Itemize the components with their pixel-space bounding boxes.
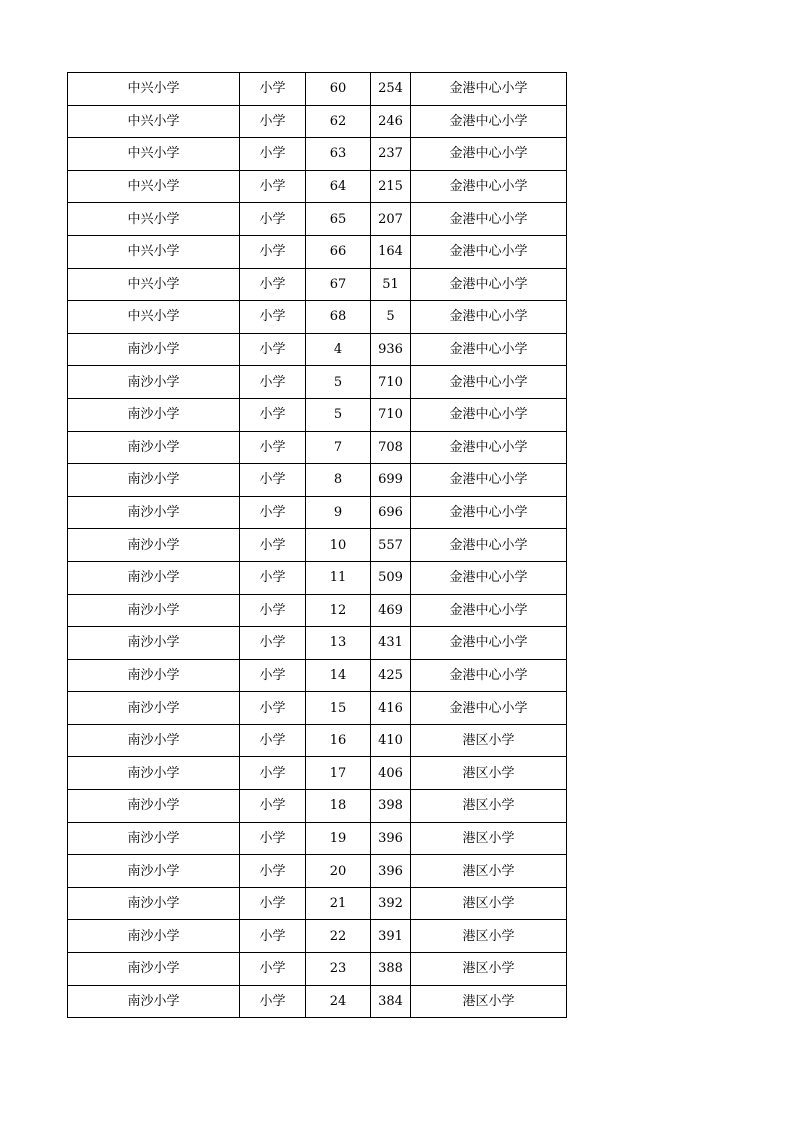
school-name-cell: 南沙小学 bbox=[68, 757, 240, 790]
school-type-cell: 小学 bbox=[240, 464, 306, 497]
score-cell: 237 bbox=[371, 138, 411, 171]
table-row bbox=[68, 887, 567, 920]
school-name-cell: 南沙小学 bbox=[68, 659, 240, 692]
assigned-school-cell: 金港中心小学 bbox=[411, 105, 567, 138]
assigned-school-cell: 金港中心小学 bbox=[411, 138, 567, 171]
school-type-cell: 小学 bbox=[240, 398, 306, 431]
rank-cell: 23 bbox=[306, 953, 371, 986]
rank-cell: 24 bbox=[306, 985, 371, 1018]
school-name-cell: 南沙小学 bbox=[68, 985, 240, 1018]
table-row bbox=[68, 757, 567, 790]
school-type-cell: 小学 bbox=[240, 692, 306, 725]
table-row bbox=[68, 529, 567, 562]
school-type-cell: 小学 bbox=[240, 920, 306, 953]
table-row bbox=[68, 398, 567, 431]
table-row bbox=[68, 953, 567, 986]
score-cell: 431 bbox=[371, 627, 411, 660]
school-type-cell: 小学 bbox=[240, 855, 306, 888]
table-row bbox=[68, 301, 567, 334]
score-cell: 710 bbox=[371, 398, 411, 431]
table-row bbox=[68, 627, 567, 660]
school-name-cell: 南沙小学 bbox=[68, 822, 240, 855]
school-name-cell: 中兴小学 bbox=[68, 138, 240, 171]
table-row bbox=[68, 366, 567, 399]
score-cell: 509 bbox=[371, 561, 411, 594]
school-type-cell: 小学 bbox=[240, 659, 306, 692]
score-cell: 699 bbox=[371, 464, 411, 497]
assigned-school-cell: 港区小学 bbox=[411, 985, 567, 1018]
score-cell: 406 bbox=[371, 757, 411, 790]
school-name-cell: 南沙小学 bbox=[68, 724, 240, 757]
score-cell: 469 bbox=[371, 594, 411, 627]
assigned-school-cell: 金港中心小学 bbox=[411, 170, 567, 203]
rank-cell: 11 bbox=[306, 561, 371, 594]
score-cell: 557 bbox=[371, 529, 411, 562]
school-name-cell: 南沙小学 bbox=[68, 496, 240, 529]
score-cell: 392 bbox=[371, 887, 411, 920]
table-row bbox=[68, 235, 567, 268]
school-type-cell: 小学 bbox=[240, 985, 306, 1018]
score-cell: 710 bbox=[371, 366, 411, 399]
school-type-cell: 小学 bbox=[240, 235, 306, 268]
assigned-school-cell: 金港中心小学 bbox=[411, 73, 567, 106]
assigned-school-cell: 港区小学 bbox=[411, 790, 567, 823]
school-name-cell: 南沙小学 bbox=[68, 431, 240, 464]
school-name-cell: 南沙小学 bbox=[68, 627, 240, 660]
table-row bbox=[68, 692, 567, 725]
assigned-school-cell: 港区小学 bbox=[411, 855, 567, 888]
school-name-cell: 南沙小学 bbox=[68, 398, 240, 431]
school-type-cell: 小学 bbox=[240, 790, 306, 823]
school-name-cell: 南沙小学 bbox=[68, 366, 240, 399]
school-type-cell: 小学 bbox=[240, 887, 306, 920]
school-type-cell: 小学 bbox=[240, 203, 306, 236]
score-cell: 51 bbox=[371, 268, 411, 301]
rank-cell: 17 bbox=[306, 757, 371, 790]
school-name-cell: 南沙小学 bbox=[68, 953, 240, 986]
assigned-school-cell: 金港中心小学 bbox=[411, 301, 567, 334]
table-row bbox=[68, 985, 567, 1018]
school-name-cell: 南沙小学 bbox=[68, 333, 240, 366]
rank-cell: 62 bbox=[306, 105, 371, 138]
assigned-school-cell: 港区小学 bbox=[411, 920, 567, 953]
school-name-cell: 南沙小学 bbox=[68, 594, 240, 627]
school-name-cell: 中兴小学 bbox=[68, 235, 240, 268]
school-type-cell: 小学 bbox=[240, 529, 306, 562]
school-name-cell: 南沙小学 bbox=[68, 887, 240, 920]
school-type-cell: 小学 bbox=[240, 138, 306, 171]
rank-cell: 9 bbox=[306, 496, 371, 529]
score-cell: 410 bbox=[371, 724, 411, 757]
rank-cell: 5 bbox=[306, 366, 371, 399]
rank-cell: 68 bbox=[306, 301, 371, 334]
rank-cell: 14 bbox=[306, 659, 371, 692]
assigned-school-cell: 金港中心小学 bbox=[411, 366, 567, 399]
score-cell: 388 bbox=[371, 953, 411, 986]
score-cell: 398 bbox=[371, 790, 411, 823]
school-type-cell: 小学 bbox=[240, 268, 306, 301]
school-name-cell: 中兴小学 bbox=[68, 301, 240, 334]
school-name-cell: 中兴小学 bbox=[68, 203, 240, 236]
rank-cell: 16 bbox=[306, 724, 371, 757]
rank-cell: 22 bbox=[306, 920, 371, 953]
assigned-school-cell: 港区小学 bbox=[411, 953, 567, 986]
table-row bbox=[68, 138, 567, 171]
school-type-cell: 小学 bbox=[240, 953, 306, 986]
school-name-cell: 南沙小学 bbox=[68, 561, 240, 594]
rank-cell: 64 bbox=[306, 170, 371, 203]
score-cell: 396 bbox=[371, 855, 411, 888]
rank-cell: 5 bbox=[306, 398, 371, 431]
score-cell: 164 bbox=[371, 235, 411, 268]
school-type-cell: 小学 bbox=[240, 301, 306, 334]
assigned-school-cell: 金港中心小学 bbox=[411, 594, 567, 627]
assigned-school-cell: 金港中心小学 bbox=[411, 464, 567, 497]
assigned-school-cell: 金港中心小学 bbox=[411, 692, 567, 725]
table-row bbox=[68, 73, 567, 106]
table-row bbox=[68, 855, 567, 888]
score-cell: 396 bbox=[371, 822, 411, 855]
school-name-cell: 中兴小学 bbox=[68, 73, 240, 106]
table-row bbox=[68, 790, 567, 823]
school-name-cell: 中兴小学 bbox=[68, 170, 240, 203]
school-type-cell: 小学 bbox=[240, 333, 306, 366]
table-row bbox=[68, 594, 567, 627]
assigned-school-cell: 金港中心小学 bbox=[411, 659, 567, 692]
assigned-school-cell: 港区小学 bbox=[411, 822, 567, 855]
school-name-cell: 南沙小学 bbox=[68, 855, 240, 888]
score-cell: 246 bbox=[371, 105, 411, 138]
rank-cell: 18 bbox=[306, 790, 371, 823]
table-row bbox=[68, 170, 567, 203]
assigned-school-cell: 金港中心小学 bbox=[411, 333, 567, 366]
school-name-cell: 中兴小学 bbox=[68, 268, 240, 301]
score-cell: 391 bbox=[371, 920, 411, 953]
score-cell: 708 bbox=[371, 431, 411, 464]
table-row bbox=[68, 724, 567, 757]
school-name-cell: 南沙小学 bbox=[68, 920, 240, 953]
rank-cell: 8 bbox=[306, 464, 371, 497]
school-type-cell: 小学 bbox=[240, 366, 306, 399]
school-name-cell: 中兴小学 bbox=[68, 105, 240, 138]
assigned-school-cell: 金港中心小学 bbox=[411, 235, 567, 268]
assigned-school-cell: 金港中心小学 bbox=[411, 496, 567, 529]
table-row bbox=[68, 333, 567, 366]
rank-cell: 21 bbox=[306, 887, 371, 920]
school-type-cell: 小学 bbox=[240, 105, 306, 138]
table-row bbox=[68, 464, 567, 497]
table-body bbox=[68, 73, 567, 1018]
score-cell: 254 bbox=[371, 73, 411, 106]
school-type-cell: 小学 bbox=[240, 496, 306, 529]
assigned-school-cell: 港区小学 bbox=[411, 724, 567, 757]
rank-cell: 63 bbox=[306, 138, 371, 171]
school-name-cell: 南沙小学 bbox=[68, 464, 240, 497]
assigned-school-cell: 金港中心小学 bbox=[411, 561, 567, 594]
rank-cell: 10 bbox=[306, 529, 371, 562]
assigned-school-cell: 港区小学 bbox=[411, 887, 567, 920]
assigned-school-cell: 金港中心小学 bbox=[411, 431, 567, 464]
school-type-cell: 小学 bbox=[240, 594, 306, 627]
table-row bbox=[68, 496, 567, 529]
table-row bbox=[68, 105, 567, 138]
assigned-school-cell: 金港中心小学 bbox=[411, 203, 567, 236]
table-row bbox=[68, 659, 567, 692]
rank-cell: 13 bbox=[306, 627, 371, 660]
data-table bbox=[67, 72, 567, 1018]
rank-cell: 7 bbox=[306, 431, 371, 464]
school-name-cell: 南沙小学 bbox=[68, 790, 240, 823]
school-type-cell: 小学 bbox=[240, 757, 306, 790]
school-type-cell: 小学 bbox=[240, 170, 306, 203]
school-type-cell: 小学 bbox=[240, 561, 306, 594]
table-row bbox=[68, 268, 567, 301]
score-cell: 416 bbox=[371, 692, 411, 725]
rank-cell: 19 bbox=[306, 822, 371, 855]
rank-cell: 60 bbox=[306, 73, 371, 106]
table-row bbox=[68, 920, 567, 953]
score-cell: 936 bbox=[371, 333, 411, 366]
score-cell: 425 bbox=[371, 659, 411, 692]
school-name-cell: 南沙小学 bbox=[68, 529, 240, 562]
assigned-school-cell: 金港中心小学 bbox=[411, 627, 567, 660]
rank-cell: 66 bbox=[306, 235, 371, 268]
table-row bbox=[68, 822, 567, 855]
school-type-cell: 小学 bbox=[240, 822, 306, 855]
school-type-cell: 小学 bbox=[240, 431, 306, 464]
rank-cell: 12 bbox=[306, 594, 371, 627]
table-row bbox=[68, 203, 567, 236]
rank-cell: 4 bbox=[306, 333, 371, 366]
school-type-cell: 小学 bbox=[240, 627, 306, 660]
school-type-cell: 小学 bbox=[240, 724, 306, 757]
rank-cell: 20 bbox=[306, 855, 371, 888]
rank-cell: 15 bbox=[306, 692, 371, 725]
rank-cell: 67 bbox=[306, 268, 371, 301]
assigned-school-cell: 金港中心小学 bbox=[411, 398, 567, 431]
score-cell: 384 bbox=[371, 985, 411, 1018]
school-name-cell: 南沙小学 bbox=[68, 692, 240, 725]
score-cell: 207 bbox=[371, 203, 411, 236]
table-row bbox=[68, 431, 567, 464]
table-row bbox=[68, 561, 567, 594]
rank-cell: 65 bbox=[306, 203, 371, 236]
assigned-school-cell: 金港中心小学 bbox=[411, 529, 567, 562]
score-cell: 696 bbox=[371, 496, 411, 529]
assigned-school-cell: 金港中心小学 bbox=[411, 268, 567, 301]
assigned-school-cell: 港区小学 bbox=[411, 757, 567, 790]
score-cell: 215 bbox=[371, 170, 411, 203]
score-cell: 5 bbox=[371, 301, 411, 334]
school-type-cell: 小学 bbox=[240, 73, 306, 106]
